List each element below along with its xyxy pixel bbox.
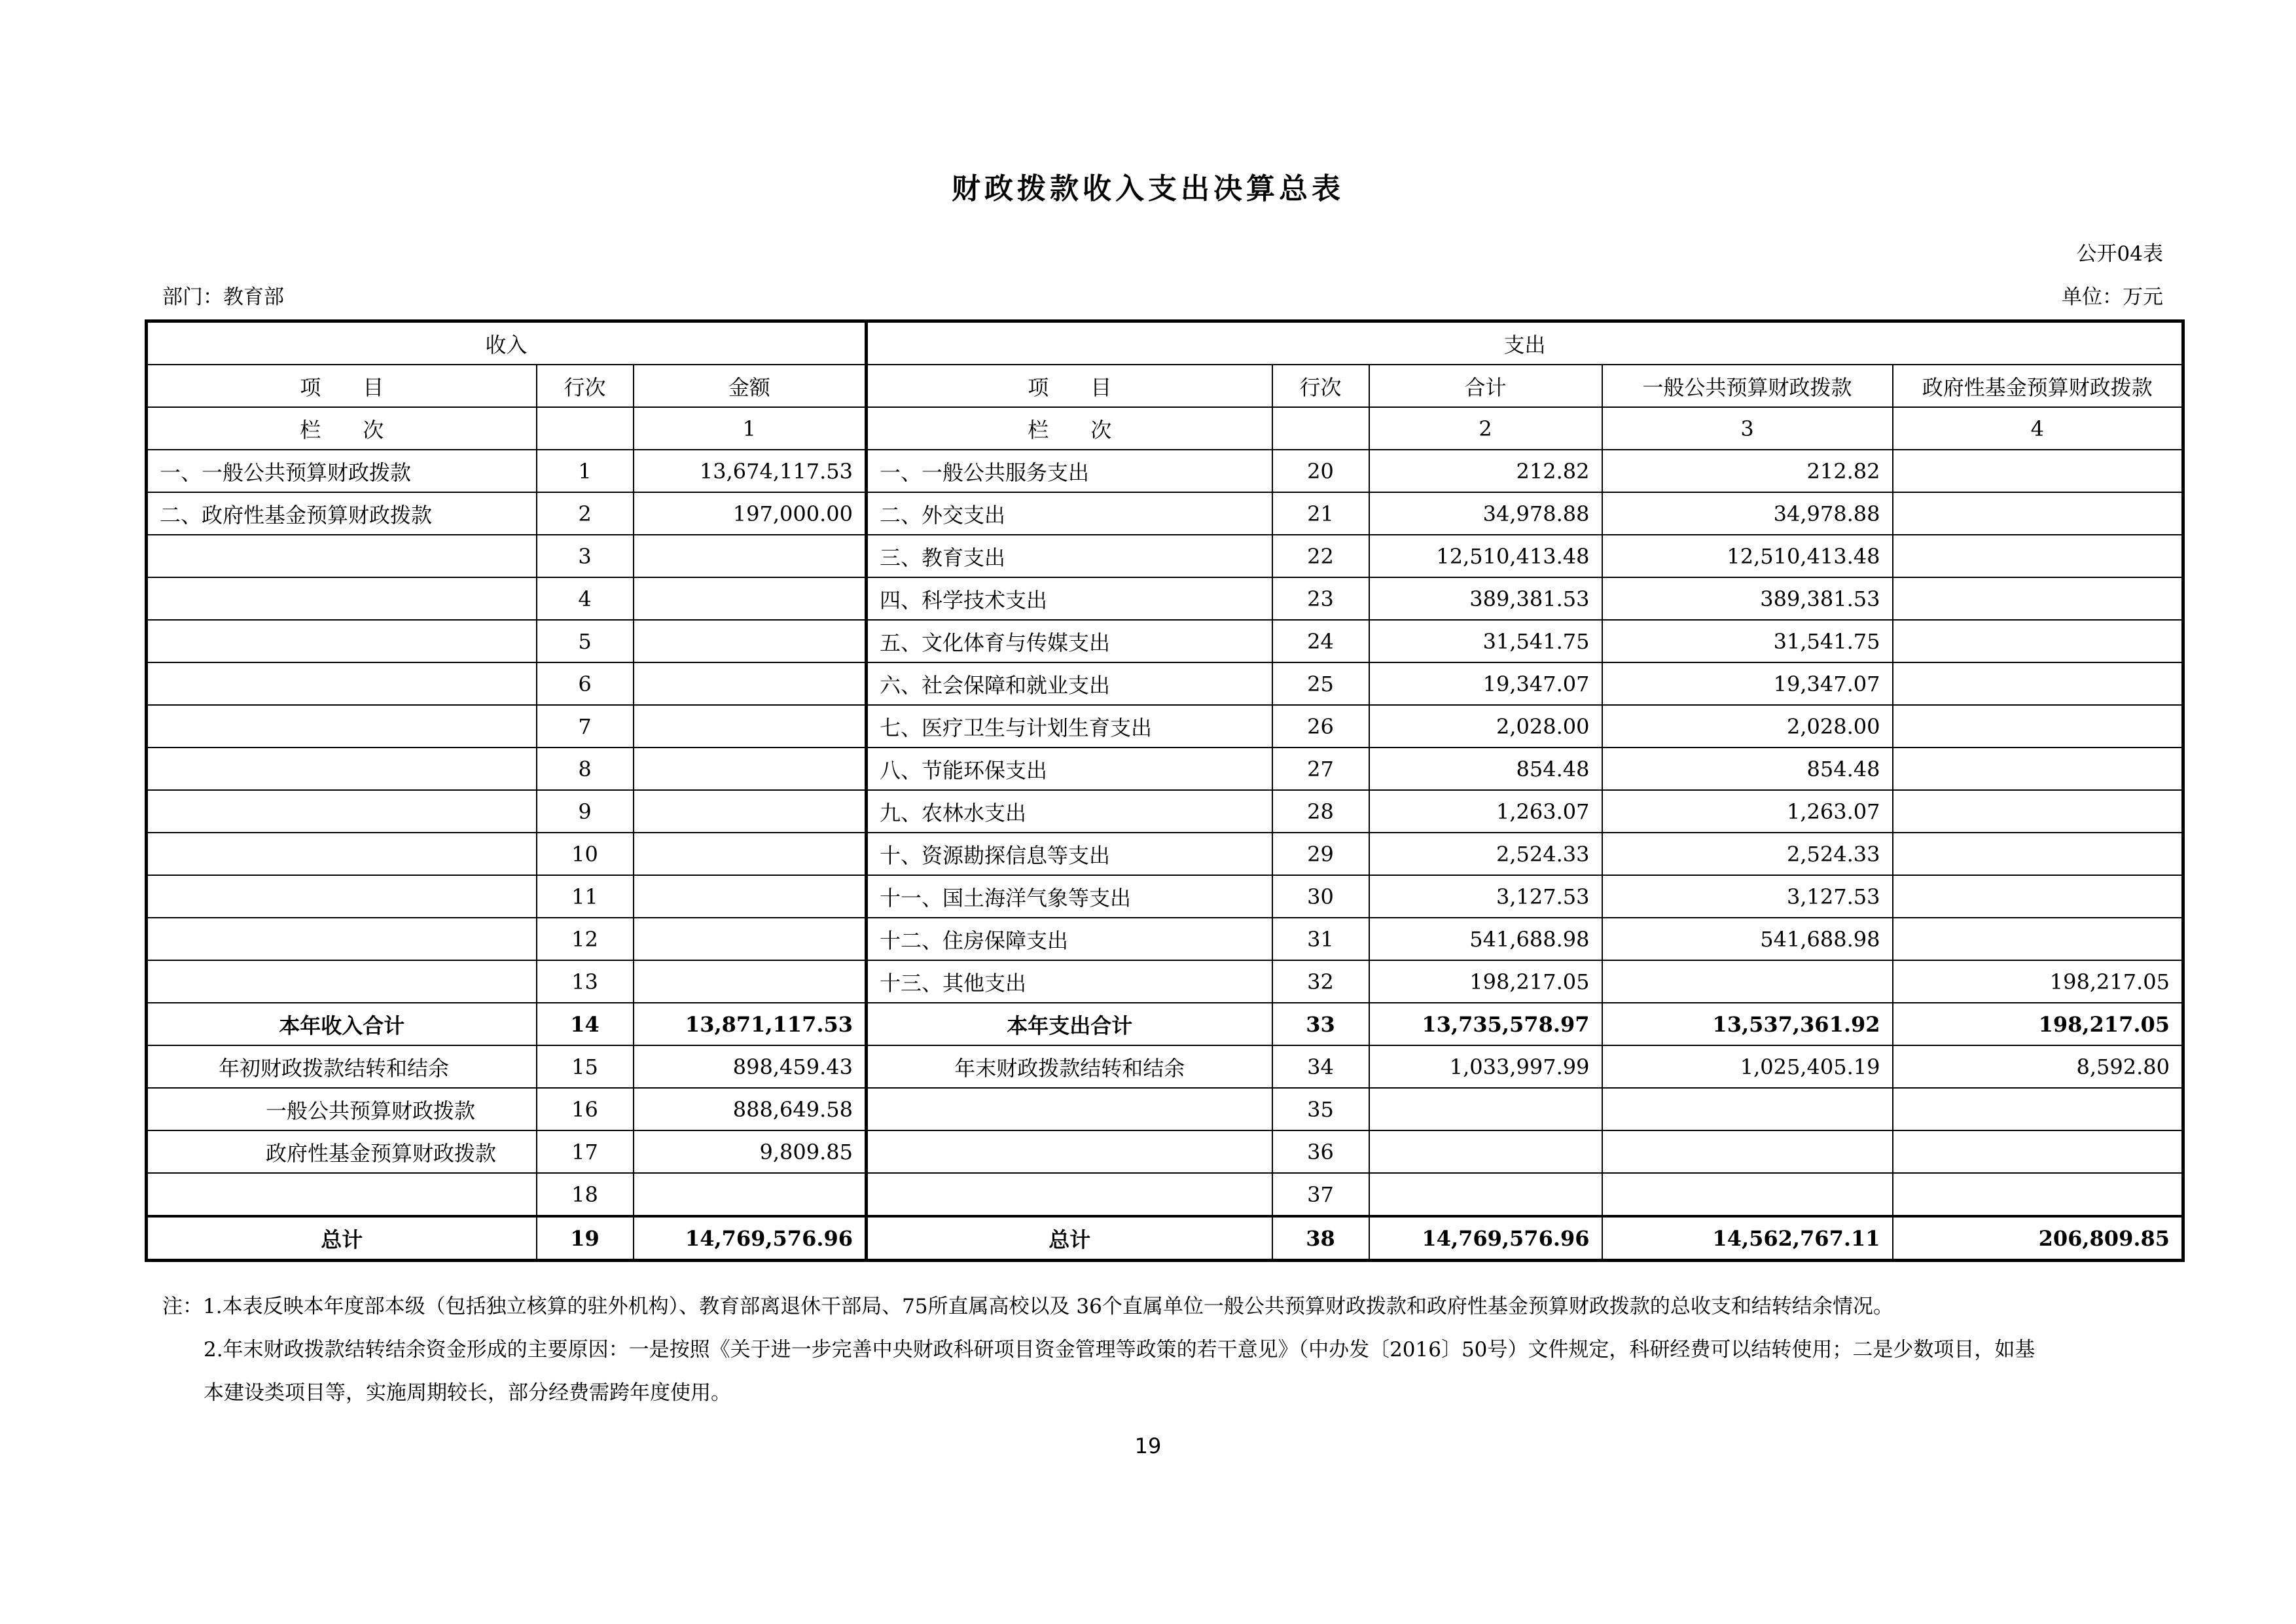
header-income: 收入 — [147, 321, 867, 365]
expense-item: 总计 — [867, 1216, 1272, 1261]
income-item: 政府性基金预算财政拨款 — [147, 1130, 537, 1173]
expense-gov-fund: 206,809.85 — [1893, 1216, 2183, 1261]
table-row — [147, 450, 2183, 492]
expense-general-budget — [1602, 1173, 1893, 1216]
expense-total: 1,033,997.99 — [1369, 1045, 1602, 1088]
expense-row-no: 27 — [1272, 748, 1369, 790]
income-amount: 197,000.00 — [634, 492, 867, 535]
income-item — [147, 705, 537, 748]
expense-item: 本年支出合计 — [867, 1003, 1272, 1045]
income-row-no: 18 — [537, 1173, 634, 1216]
income-row-no: 17 — [537, 1130, 634, 1173]
expense-item — [867, 1088, 1272, 1130]
expense-total: 31,541.75 — [1369, 620, 1602, 662]
expense-total — [1369, 1130, 1602, 1173]
expense-item: 四、科学技术支出 — [867, 577, 1272, 620]
income-row-no: 2 — [537, 492, 634, 535]
expense-general-budget: 2,028.00 — [1602, 705, 1893, 748]
expense-gov-fund — [1893, 748, 2183, 790]
expense-gov-fund — [1893, 875, 2183, 918]
table-row — [147, 875, 2183, 918]
header-ex-fund: 政府性基金预算财政拨款 — [1893, 365, 2183, 407]
income-amount: 13,871,117.53 — [634, 1003, 867, 1045]
expense-item: 六、社会保障和就业支出 — [867, 662, 1272, 705]
income-item — [147, 662, 537, 705]
expense-item: 年末财政拨款结转和结余 — [867, 1045, 1272, 1088]
income-row-no: 8 — [537, 748, 634, 790]
expense-row-no: 34 — [1272, 1045, 1369, 1088]
expense-item: 五、文化体育与传媒支出 — [867, 620, 1272, 662]
expense-total: 34,978.88 — [1369, 492, 1602, 535]
income-row-no: 15 — [537, 1045, 634, 1088]
expense-item: 十二、住房保障支出 — [867, 918, 1272, 960]
department-label: 部门：教育部 — [162, 285, 284, 309]
expense-row-no: 38 — [1272, 1216, 1369, 1261]
expense-gov-fund — [1893, 535, 2183, 577]
column-label-in: 栏 次 — [147, 407, 537, 450]
expense-gov-fund — [1893, 1130, 2183, 1173]
col-number-3: 3 — [1602, 407, 1893, 450]
table-row — [147, 748, 2183, 790]
expense-row-no: 37 — [1272, 1173, 1369, 1216]
table-row — [147, 662, 2183, 705]
expense-gov-fund — [1893, 833, 2183, 875]
expense-general-budget: 19,347.07 — [1602, 662, 1893, 705]
income-item — [147, 790, 537, 833]
expense-gov-fund — [1893, 705, 2183, 748]
expense-general-budget — [1602, 1088, 1893, 1130]
expense-total — [1369, 1173, 1602, 1216]
income-item — [147, 875, 537, 918]
income-item — [147, 1173, 537, 1216]
expense-row-no: 21 — [1272, 492, 1369, 535]
income-amount: 9,809.85 — [634, 1130, 867, 1173]
income-amount — [634, 662, 867, 705]
expense-gov-fund — [1893, 662, 2183, 705]
expense-general-budget: 212.82 — [1602, 450, 1893, 492]
expense-total: 389,381.53 — [1369, 577, 1602, 620]
note-1: 注：1.本表反映本年度部本级（包括独立核算的驻外机构）、教育部离退休干部局、75所直属高校以及 36个直属单位一般公共预算财政拨款和政府性基金预算财政拨款的总收支和结转结余情况。 — [162, 1295, 1893, 1318]
table-row — [147, 705, 2183, 748]
table-row — [147, 620, 2183, 662]
header-ex-general: 一般公共预算财政拨款 — [1602, 365, 1893, 407]
expense-item: 二、外交支出 — [867, 492, 1272, 535]
income-amount — [634, 960, 867, 1003]
income-item: 一般公共预算财政拨款 — [147, 1088, 537, 1130]
expense-item: 七、医疗卫生与计划生育支出 — [867, 705, 1272, 748]
expense-total: 19,347.07 — [1369, 662, 1602, 705]
income-row-no: 9 — [537, 790, 634, 833]
income-row-no: 19 — [537, 1216, 634, 1261]
expense-gov-fund — [1893, 577, 2183, 620]
expense-row-no: 31 — [1272, 918, 1369, 960]
unit-label: 单位：万元 — [2062, 285, 2163, 309]
table-row — [147, 833, 2183, 875]
note-2-line-2: 本建设类项目等，实施周期较长，部分经费需跨年度使用。 — [204, 1381, 731, 1405]
col-number-1: 1 — [634, 407, 867, 450]
expense-gov-fund: 198,217.05 — [1893, 960, 2183, 1003]
page-number: 19 — [1134, 1434, 1162, 1458]
expense-item: 三、教育支出 — [867, 535, 1272, 577]
income-row-no: 10 — [537, 833, 634, 875]
income-item — [147, 535, 537, 577]
income-row-no: 12 — [537, 918, 634, 960]
expense-gov-fund — [1893, 620, 2183, 662]
income-amount — [634, 620, 867, 662]
income-row-no: 6 — [537, 662, 634, 705]
expense-general-budget: 541,688.98 — [1602, 918, 1893, 960]
header-ex-row-no: 行次 — [1272, 365, 1369, 407]
budget-table — [145, 319, 2185, 1262]
expense-general-budget: 31,541.75 — [1602, 620, 1893, 662]
year-total-row — [147, 1003, 2183, 1045]
expense-total — [1369, 1088, 1602, 1130]
income-amount — [634, 1173, 867, 1216]
table-row — [147, 577, 2183, 620]
expense-row-no: 29 — [1272, 833, 1369, 875]
expense-total: 212.82 — [1369, 450, 1602, 492]
expense-total: 2,524.33 — [1369, 833, 1602, 875]
income-amount — [634, 705, 867, 748]
income-amount — [634, 875, 867, 918]
income-row-no: 16 — [537, 1088, 634, 1130]
income-amount — [634, 918, 867, 960]
income-row-no: 13 — [537, 960, 634, 1003]
income-row-no: 14 — [537, 1003, 634, 1045]
empty-cell — [1272, 407, 1369, 450]
empty-cell — [537, 407, 634, 450]
expense-gov-fund — [1893, 918, 2183, 960]
expense-row-no: 23 — [1272, 577, 1369, 620]
expense-total: 3,127.53 — [1369, 875, 1602, 918]
table-row — [147, 960, 2183, 1003]
expense-row-no: 33 — [1272, 1003, 1369, 1045]
expense-total: 13,735,578.97 — [1369, 1003, 1602, 1045]
expense-row-no: 32 — [1272, 960, 1369, 1003]
expense-row-no: 20 — [1272, 450, 1369, 492]
header-expense: 支出 — [867, 321, 2183, 365]
income-amount — [634, 535, 867, 577]
header-row-section — [147, 321, 2183, 365]
expense-general-budget: 12,510,413.48 — [1602, 535, 1893, 577]
income-row-no: 4 — [537, 577, 634, 620]
expense-general-budget: 1,263.07 — [1602, 790, 1893, 833]
carryover-row — [147, 1130, 2183, 1173]
header-in-item: 项 目 — [147, 365, 537, 407]
expense-item — [867, 1130, 1272, 1173]
expense-gov-fund — [1893, 450, 2183, 492]
page-title: 财政拨款收入支出决算总表 — [952, 172, 1344, 206]
income-row-no: 1 — [537, 450, 634, 492]
header-row-col-numbers — [147, 407, 2183, 450]
expense-total: 12,510,413.48 — [1369, 535, 1602, 577]
income-item — [147, 960, 537, 1003]
income-amount — [634, 833, 867, 875]
col-number-2: 2 — [1369, 407, 1602, 450]
expense-general-budget: 34,978.88 — [1602, 492, 1893, 535]
expense-general-budget: 2,524.33 — [1602, 833, 1893, 875]
expense-item: 八、节能环保支出 — [867, 748, 1272, 790]
income-amount — [634, 790, 867, 833]
income-amount: 888,649.58 — [634, 1088, 867, 1130]
expense-total: 854.48 — [1369, 748, 1602, 790]
income-row-no: 3 — [537, 535, 634, 577]
col-number-4: 4 — [1893, 407, 2183, 450]
expense-total: 14,769,576.96 — [1369, 1216, 1602, 1261]
expense-gov-fund — [1893, 1088, 2183, 1130]
income-item — [147, 918, 537, 960]
expense-item: 十三、其他支出 — [867, 960, 1272, 1003]
expense-row-no: 28 — [1272, 790, 1369, 833]
expense-item: 九、农林水支出 — [867, 790, 1272, 833]
expense-general-budget — [1602, 960, 1893, 1003]
expense-item: 一、一般公共服务支出 — [867, 450, 1272, 492]
expense-gov-fund — [1893, 790, 2183, 833]
expense-item — [867, 1173, 1272, 1216]
carryover-row — [147, 1045, 2183, 1088]
income-item: 年初财政拨款结转和结余 — [147, 1045, 537, 1088]
income-item — [147, 620, 537, 662]
carryover-row — [147, 1173, 2183, 1216]
expense-row-no: 25 — [1272, 662, 1369, 705]
expense-general-budget — [1602, 1130, 1893, 1173]
header-row-columns — [147, 365, 2183, 407]
table-row — [147, 790, 2183, 833]
expense-row-no: 35 — [1272, 1088, 1369, 1130]
expense-row-no: 22 — [1272, 535, 1369, 577]
expense-item: 十一、国土海洋气象等支出 — [867, 875, 1272, 918]
grand-total-row — [147, 1216, 2183, 1261]
income-amount: 898,459.43 — [634, 1045, 867, 1088]
header-in-row-no: 行次 — [537, 365, 634, 407]
expense-item: 十、资源勘探信息等支出 — [867, 833, 1272, 875]
income-row-no: 11 — [537, 875, 634, 918]
expense-gov-fund: 8,592.80 — [1893, 1045, 2183, 1088]
expense-general-budget: 3,127.53 — [1602, 875, 1893, 918]
header-ex-total: 合计 — [1369, 365, 1602, 407]
expense-general-budget: 389,381.53 — [1602, 577, 1893, 620]
income-amount: 14,769,576.96 — [634, 1216, 867, 1261]
income-amount — [634, 577, 867, 620]
expense-total: 2,028.00 — [1369, 705, 1602, 748]
income-item: 一、一般公共预算财政拨款 — [147, 450, 537, 492]
income-item: 总计 — [147, 1216, 537, 1261]
carryover-row — [147, 1088, 2183, 1130]
income-amount — [634, 748, 867, 790]
header-ex-item: 项 目 — [867, 365, 1272, 407]
expense-gov-fund — [1893, 492, 2183, 535]
expense-row-no: 24 — [1272, 620, 1369, 662]
table-row — [147, 492, 2183, 535]
expense-total: 1,263.07 — [1369, 790, 1602, 833]
note-2-line-1: 2.年末财政拨款结转结余资金形成的主要原因：一是按照《关于进一步完善中央财政科研项目资金管理等政策的若干意见》（中办发〔2016〕50号）文件规定，科研经费可以结转使用；二是少数项目，如基 — [204, 1338, 2036, 1362]
header-in-amount: 金额 — [634, 365, 867, 407]
expense-row-no: 26 — [1272, 705, 1369, 748]
expense-gov-fund — [1893, 1173, 2183, 1216]
expense-total: 198,217.05 — [1369, 960, 1602, 1003]
column-label-ex: 栏 次 — [867, 407, 1272, 450]
income-row-no: 7 — [537, 705, 634, 748]
income-item — [147, 748, 537, 790]
expense-general-budget: 854.48 — [1602, 748, 1893, 790]
income-row-no: 5 — [537, 620, 634, 662]
expense-row-no: 30 — [1272, 875, 1369, 918]
form-number: 公开04表 — [2076, 242, 2163, 266]
expense-gov-fund: 198,217.05 — [1893, 1003, 2183, 1045]
income-item: 二、政府性基金预算财政拨款 — [147, 492, 537, 535]
expense-general-budget: 1,025,405.19 — [1602, 1045, 1893, 1088]
expense-total: 541,688.98 — [1369, 918, 1602, 960]
income-item: 本年收入合计 — [147, 1003, 537, 1045]
expense-general-budget: 13,537,361.92 — [1602, 1003, 1893, 1045]
table-row — [147, 535, 2183, 577]
expense-row-no: 36 — [1272, 1130, 1369, 1173]
table-row — [147, 918, 2183, 960]
income-item — [147, 833, 537, 875]
income-amount: 13,674,117.53 — [634, 450, 867, 492]
expense-general-budget: 14,562,767.11 — [1602, 1216, 1893, 1261]
income-item — [147, 577, 537, 620]
